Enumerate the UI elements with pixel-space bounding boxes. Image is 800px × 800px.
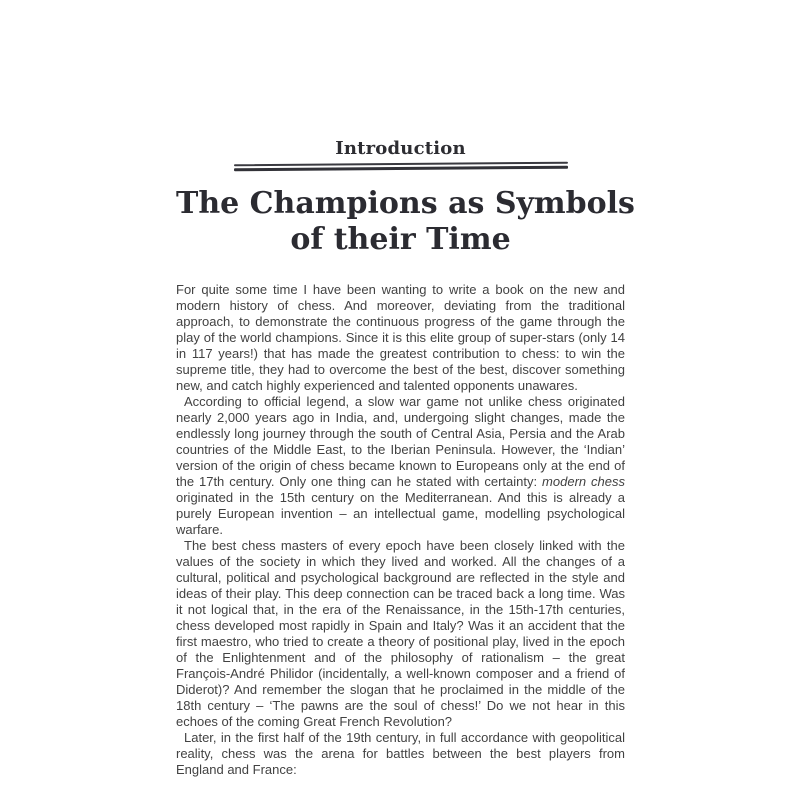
paragraph-2-text: According to official legend, a slow war game not unlike chess originated nearly 2,000 years ago in India, and, undergoing slight changes, made the endlessly long journey through the south of Central Asia, Persia and the Arab countries of the Middle East, to the Iberian Peninsula. However, the ‘Indian’ version of the origin of chess became known to Europeans only at the end of the 17th century. Only one thing can he stated with certainty: xyxy=(176,394,625,489)
chapter-title-line1: The Champions as Symbols xyxy=(176,186,635,221)
paragraph-1: For quite some time I have been wanting to write a book on the new and modern history of chess. And moreover, deviating from the traditional approach, to demonstrate the continuous progress of the game through the play of the world champions. Since it is this elite group of super-stars (only 14 in 117 years!) that has made the greatest contribution to chess: to win the supreme title, they had to overcome the best of the best, discover something new, and catch highly experienced and talented opponents unawares. xyxy=(176,282,625,393)
body-text xyxy=(176,282,625,778)
chapter-title-line2: of their Time xyxy=(290,222,511,257)
double-rule xyxy=(233,162,567,172)
chapter-title xyxy=(176,186,635,258)
double-rule-bottom-line xyxy=(234,166,568,172)
paragraph-2 xyxy=(176,394,625,538)
paragraph-2-text-continued: originated in the 15th century on the Mediterranean. And this is already a purely European invention – an intellectual game, modelling psychological warfare. xyxy=(176,490,625,537)
paragraph-2-italic-phrase: modern chess xyxy=(542,474,626,489)
text-column xyxy=(176,0,635,778)
paragraph-3: The best chess masters of every epoch have been closely linked with the values of the society in which they lived and worked. All the changes of a cultural, political and psychological background are reflected in the style and ideas of their play. This deep connection can be traced back a long time. Was it not logical that, in the era of the Renaissance, in the 15th-17th centuries, chess developed most rapidly in Spain and Italy? Was it an accident that the first maestro, who tried to create a theory of positional play, lived in the epoch of the Enlightenment and of the philosophy of rationalism – the great François-André Philidor (incidentally, a well-known composer and a friend of Diderot)? And remember the slogan that he proclaimed in the middle of the 18th century – ‘The pawns are the soul of chess!’ Do we not hear in this echoes of the coming Great French Revolution? xyxy=(176,538,625,729)
section-heading: Introduction xyxy=(335,138,466,159)
paragraph-4: Later, in the first half of the 19th century, in full accordance with geopolitical reality, chess was the arena for battles between the best players from England and France: xyxy=(176,730,625,777)
